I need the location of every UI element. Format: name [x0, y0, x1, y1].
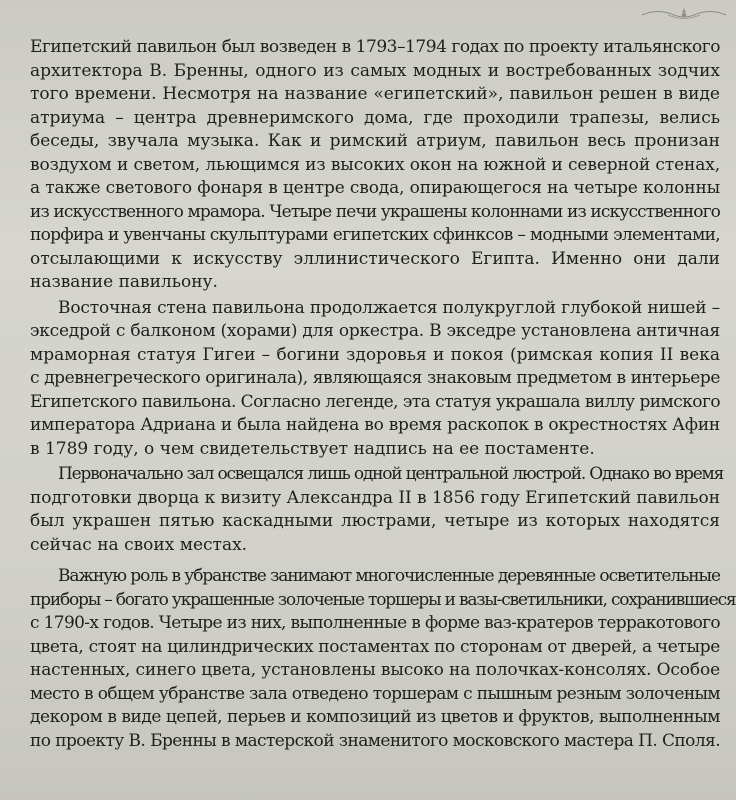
- paragraph-4: [30, 565, 736, 753]
- text-line: мраморная статуя Гигеи – богини здоровья и покоя (римская копия II века: [30, 344, 720, 365]
- text-line: порфира и увенчаны скульптурами египетских сфинксов – модными элементами,: [30, 225, 721, 245]
- text-line: Египетский павильон был возведен в 1793–1794 годах по проекту итальянского: [30, 37, 720, 57]
- text-line: с 1790-х годов. Четыре из них, выполненные в форме ваз-кратеров терракотового: [30, 613, 720, 633]
- text-line: цвета, стоят на цилиндрических постаментах по сторонам от дверей, а четыре: [30, 636, 720, 657]
- text-line: императора Адриана и была найдена во время раскопок в окрестностях Афин: [30, 415, 720, 435]
- text-line: подготовки дворца к визиту Александра II в 1856 году Египетский павильон: [30, 487, 720, 508]
- text-line: в 1789 году, о чем свидетельствует надпись на ее постаменте.: [30, 438, 595, 459]
- text-line: атриума – центра древнеримского дома, где проходили трапезы, велись: [30, 107, 720, 128]
- text-line: место в общем убранстве зала отведено торшерам с пышным резным золоченым: [30, 683, 721, 704]
- text-line: воздухом и светом, льющимся из высоких окон на южной и северной стенах,: [30, 154, 721, 175]
- text-line: а также светового фонаря в центре свода, опирающегося на четыре колонны: [30, 178, 721, 198]
- text-line: декором в виде цепей, перьев и композиций из цветов и фруктов, выполненным: [30, 707, 720, 727]
- text-line: приборы – богато украшенные золоченые торшеры и вазы-светильники, сохранившиеся: [30, 589, 736, 610]
- text-line: беседы, звучала музыка. Как и римский атриум, павильон весь пронизан: [30, 131, 720, 151]
- text-line: Египетского павильона. Согласно легенде, эта статуя украшала виллу римского: [30, 391, 720, 412]
- text-line: по проекту В. Бренны в мастерской знаменитого московского мастера П. Споля.: [30, 730, 721, 751]
- paragraph-2: [30, 297, 720, 462]
- text-line: Первоначально зал освещался лишь одной центральной люстрой. Однако во время: [58, 464, 724, 484]
- text-line: отсылающими к искусству эллинистического Египта. Именно они дали: [30, 248, 720, 269]
- text-line: сейчас на своих местах.: [30, 534, 248, 555]
- text-line: был украшен пятью каскадными люстрами, четыре из которых находятся: [30, 511, 720, 531]
- text-line: Восточная стена павильона продолжается полукруглой глубокой нишей –: [58, 297, 720, 318]
- text-line: экседрой с балконом (хорами) для оркестра. В экседре установлена античная: [30, 321, 720, 341]
- paragraph-1: [30, 36, 720, 295]
- text-line: с древнегреческого оригинала), являющаяся знаковым предметом в интерьере: [30, 368, 721, 388]
- text-line: того времени. Несмотря на название «египетский», павильон решен в виде: [30, 84, 720, 104]
- text-line: из искусственного мрамора. Четыре печи украшены колоннами из искусственного: [30, 201, 720, 222]
- text-line: настенных, синего цвета, установлены высоко на полочках-консолях. Особое: [30, 660, 720, 680]
- text-line: название павильону.: [30, 272, 218, 292]
- paragraph-3: [30, 463, 724, 557]
- text-line: архитектора В. Бренны, одного из самых модных и востребованных зодчих: [30, 60, 720, 81]
- article-text: [30, 36, 736, 753]
- text-line: Важную роль в убранстве занимают многочисленные деревянные осветительные: [58, 566, 720, 586]
- decorative-flourish-icon: [638, 4, 730, 26]
